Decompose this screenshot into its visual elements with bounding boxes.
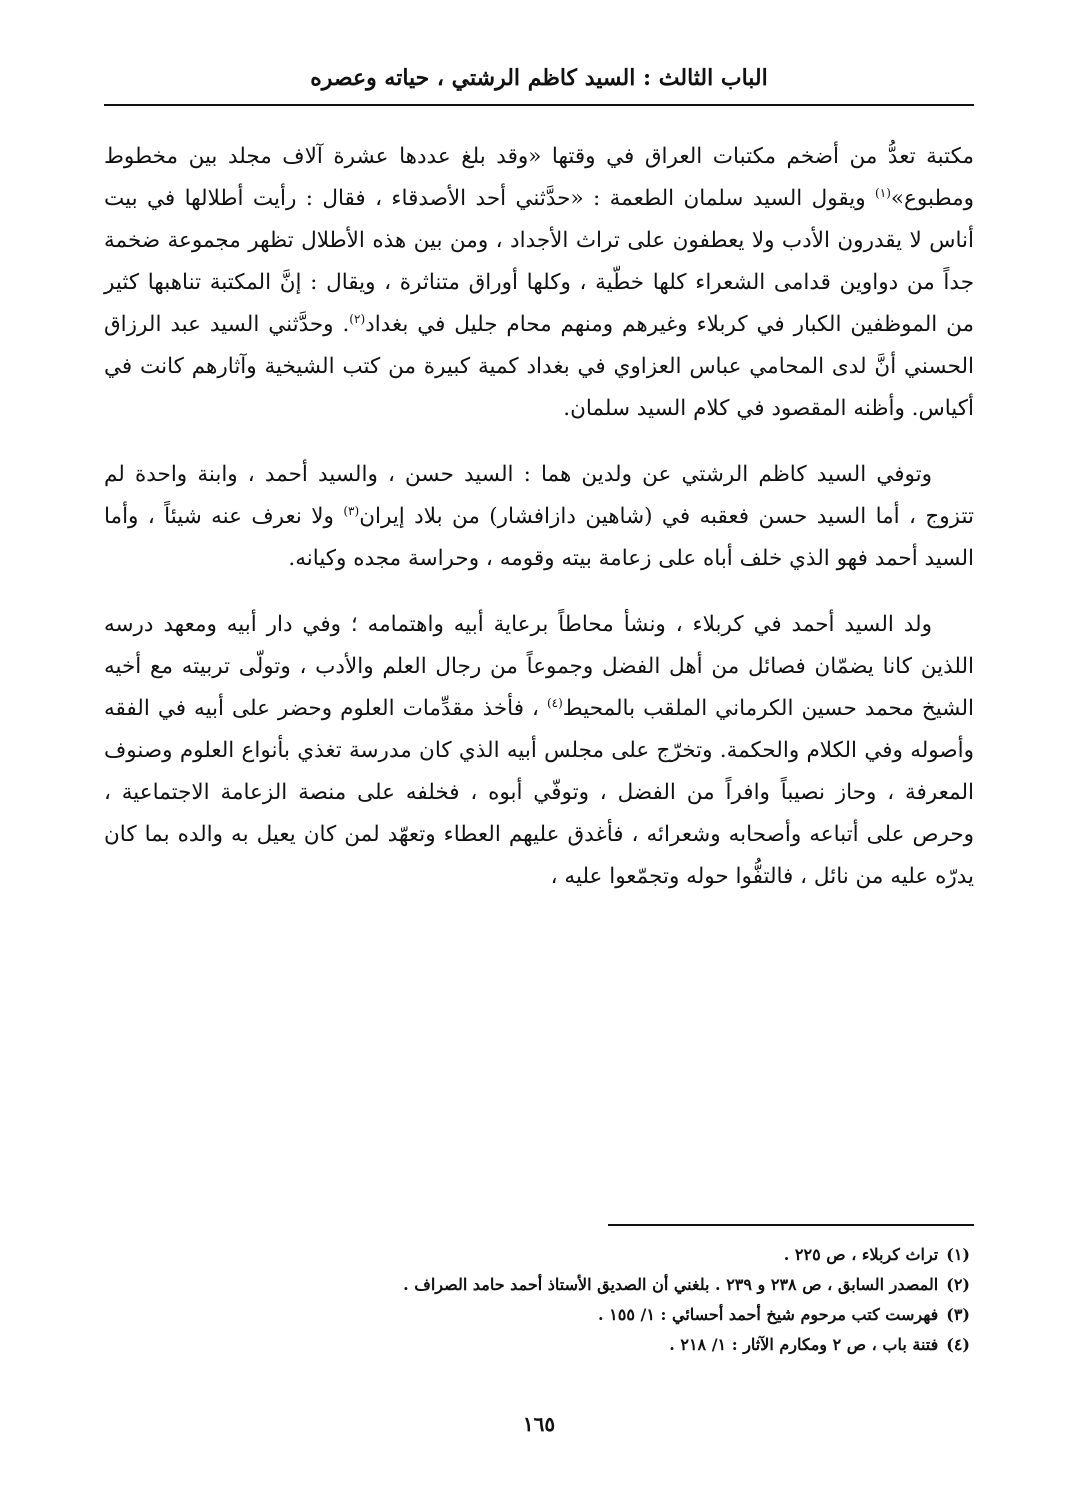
footnote-reference-2: (٢)	[349, 311, 366, 326]
body-text	[104, 136, 974, 898]
paragraph-text: مكتبة تعدُّ من أضخم مكتبات العراق في وقتها «وقد بلغ عددها عشرة آلاف مجلد بين مخطوط ومطبوع»	[104, 144, 974, 211]
footnotes-list	[104, 1240, 970, 1360]
paragraph-text: وتوفي السيد كاظم الرشتي عن ولدين هما : السيد حسن ، والسيد أحمد ، وابنة واحدة لم تتزوج ، أما السيد حسن فعقبه في (شاهين دازافشار) من بلاد إيران	[104, 462, 975, 529]
footnote-number: (١)	[946, 1245, 970, 1264]
footnote-3	[104, 1300, 970, 1330]
footnote-number: (٢)	[946, 1275, 970, 1294]
footnote-separator	[608, 1224, 974, 1226]
footnote-2	[104, 1270, 970, 1300]
paragraph-2	[104, 454, 974, 580]
paragraph-1	[104, 136, 974, 430]
running-header: الباب الثالث : السيد كاظم الرشتي ، حياته وعصره	[310, 65, 768, 91]
footnote-number: (٣)	[946, 1305, 970, 1324]
footnote-text: المصدر السابق ، ص ٢٣٨ و ٢٣٩ . بلغني أن الصديق الأستاذ أحمد حامد الصراف .	[403, 1275, 939, 1294]
footnote-text: تراث كربلاء ، ص ٢٢٥ .	[783, 1245, 939, 1264]
footnote-reference-3: (٣)	[343, 503, 360, 518]
footnote-number: (٤)	[946, 1335, 970, 1354]
paragraph-text: ولد السيد أحمد في كربلاء ، ونشأ محاطاً برعاية أبيه واهتمامه ؛ وفي دار أبيه ومعهد درسه اللذين كانا يضمّان فصائل من أهل الفضل وجموعاً من رجال العلم والأدب ، وتولّى تربيته مع أخيه الشيخ محمد حسين الكرماني الملقب بالمحيط	[104, 612, 974, 721]
paragraph-3	[104, 604, 974, 898]
header-rule	[104, 104, 974, 106]
footnote-reference-1: (١)	[875, 185, 891, 200]
paragraph-text: ولا نعرف عنه شيئاً ، وأما السيد أحمد فهو الذي خلف أباه على زعامة بيته وقومه ، وحراسة مجده وكيانه.	[104, 504, 974, 571]
footnote-reference-4: (٤)	[546, 695, 563, 710]
page-number: ١٦٥	[522, 1412, 556, 1436]
footnote-text: فهرست كتب مرحوم شيخ أحمد أحسائي : ١/ ١٥٥ .	[598, 1305, 939, 1324]
paragraph-text: . وحدَّثني السيد عبد الرزاق الحسني أنَّ لدى المحامي عباس العزاوي في بغداد كمية كبيرة من كتب الشيخية وآثارهم كانت في أكياس. وأظنه المقصود في كلام السيد سلمان.	[104, 312, 974, 421]
footnote-4	[104, 1330, 970, 1360]
footnote-1	[104, 1240, 970, 1270]
paragraph-text: ويقول السيد سلمان الطعمة : «حدَّثني أحد الأصدقاء ، فقال : رأيت أطلالها في بيت أناس لا يقدرون الأدب ولا يعطفون على تراث الأجداد ، ومن بين هذه الأطلال تظهر مجموعة ضخمة جداً من دواوين قدامى الشعراء كلها خطّية ، وكلها أوراق متناثرة ، ويقال : إنَّ المكتبة تناهبها كثير من الموظفين الكبار في كربلاء وغيرهم ومنهم محام جليل في بغداد	[104, 186, 974, 337]
paragraph-text: ، فأخذ مقدِّمات العلوم وحضر على أبيه في الفقه وأصوله وفي الكلام والحكمة. وتخرّج على مجلس أبيه الذي كان مدرسة تغذي بأنواع العلوم وصنوف المعرفة ، وحاز نصيباً وافراً من الفضل ، وتوفّي أبوه ، فخلفه على منصة الزعامة الاجتماعية ، وحرص على أتباعه وأصحابه وشعرائه ، فأغدق عليهم العطاء وتعهّد لمن كان يعيل به والده بما كان يدرّه عليه من نائل ، فالتفُّوا حوله وتجمّعوا عليه ،	[104, 696, 974, 889]
footnote-text: فتنة باب ، ص ٢ ومكارم الآثار : ١/ ٢١٨ .	[669, 1335, 939, 1354]
